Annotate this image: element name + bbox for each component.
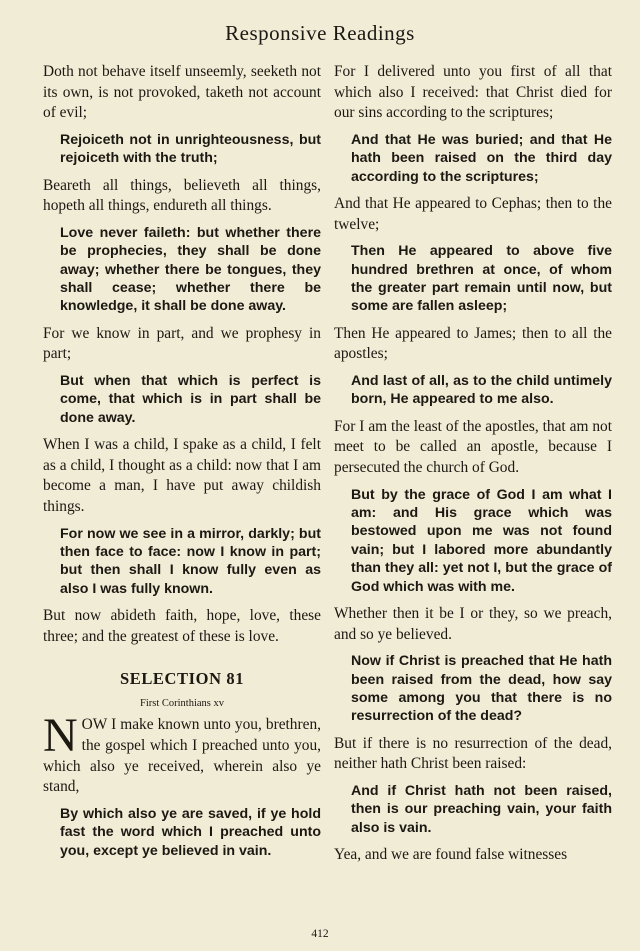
reading-line: But if there is no resurrection of the dead, neither hath Christ been raised:: [334, 734, 612, 773]
selection-title: SELECTION 81: [119, 669, 245, 689]
selection-reference: First Corinthians xv: [139, 698, 224, 710]
response-line: By which also ye are saved, if ye hold fast the word which I preached unto you, except ye believed in vain.: [60, 805, 321, 859]
reading-line: For I am the least of the apostles, that am not meet to be called an apostle, because I persecuted the church of God.: [334, 417, 612, 476]
reading-line: Doth not behave itself unseemly, seeketh not its own, is not provoked, taketh not account of evil;: [43, 63, 321, 122]
response-line: And that He was buried; and that He hath been raised on the third day according to the scriptures;: [351, 131, 612, 185]
response-line: But by the grace of God I am what I am: and His grace which was bestowed upon me was not found vain; but I labored more abundantly than they all: yet not I, but the grace of God which was with me.: [351, 486, 612, 595]
response-line: For now we see in a mirror, darkly; but then face to face: now I know in part; but then shall I know fully even as also I was fully known.: [60, 525, 321, 597]
response-line: And last of all, as to the child untimely born, He appeared to me also.: [351, 373, 612, 408]
reading-line: When I was a child, I spake as a child, I felt as a child, I thought as a child: now that I am become a man, I have put away childish things.: [43, 436, 321, 515]
reading-line: Whether then it be I or they, so we preach, and so ye believed.: [334, 605, 612, 643]
page-header-title: Responsive Readings: [225, 21, 415, 45]
response-line: Love never faileth: but whether there be prophecies, they shall be done away; whether there be tongues, they shall cease; whether there be knowledge, it shall be done away.: [60, 224, 321, 315]
right-column: [334, 62, 612, 873]
selection-opening: [43, 709, 321, 797]
page-number: 412: [311, 928, 329, 940]
response-line: And if Christ hath not been raised, then is our preaching vain, your faith also is vain.: [351, 783, 612, 836]
drop-cap: N: [43, 709, 78, 763]
response-line: But when that which is perfect is come, that which is in part shall be done away.: [60, 373, 321, 426]
reading-line: For I delivered unto you first of all that which also I received: that Christ died for our sins according to the scriptures;: [334, 63, 612, 122]
reading-line: Yea, and we are found false witnesses: [334, 846, 568, 864]
reading-line: But now abideth faith, hope, love, these three; and the greatest of these is love.: [43, 607, 321, 645]
reading-line: And that He appeared to Cephas; then to the twelve;: [334, 195, 612, 233]
response-line: Rejoiceth not in unrighteousness, but rejoiceth with the truth;: [60, 131, 321, 167]
reading-line: For we know in part, and we prophesy in part;: [43, 324, 321, 363]
left-column: [43, 62, 321, 868]
reading-line: Beareth all things, believeth all things, hopeth all things, endureth all things.: [43, 176, 321, 215]
selection-opening-text: OW I make known unto you, brethren, the gospel which I preached unto you, which also ye received, wherein also ye stand,: [43, 716, 321, 796]
response-line: Now if Christ is preached that He hath been raised from the dead, how say some among you that there is no resurrection of the dead?: [351, 653, 612, 725]
reading-line: Then He appeared to James; then to all the apostles;: [334, 324, 612, 363]
response-line: Then He appeared to above five hundred brethren at once, of whom the greater part remain until now, but some are fallen asleep;: [351, 243, 612, 315]
